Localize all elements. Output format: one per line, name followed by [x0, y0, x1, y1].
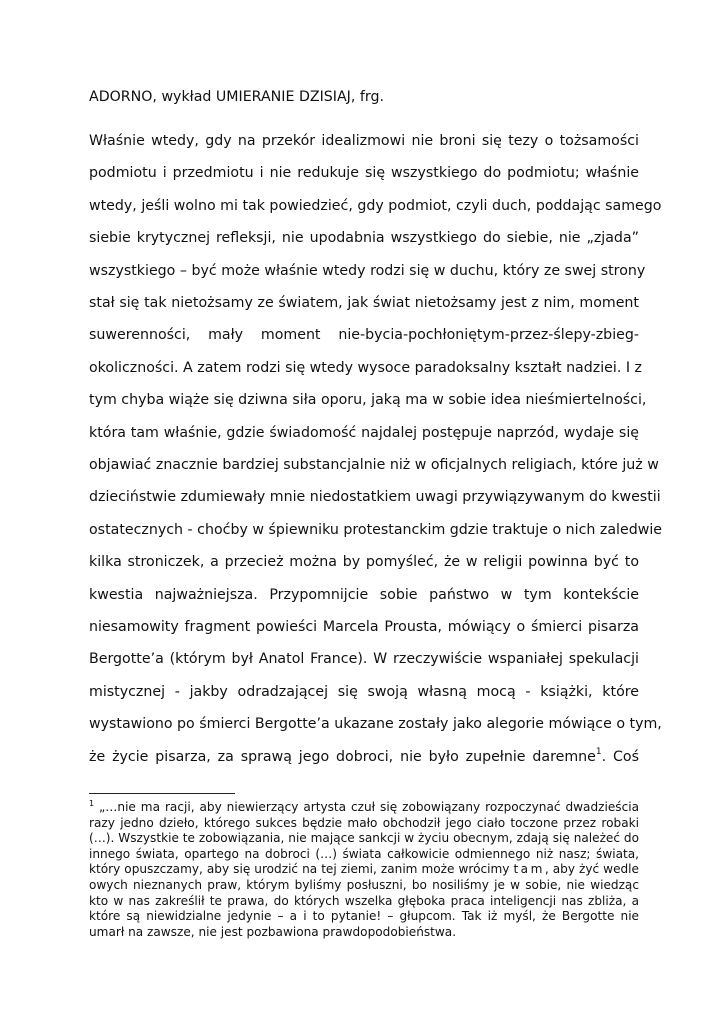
paragraph-line-text: podmiotu i przedmiotu i nie redukuje się wszystkiego do podmiotu; właśnie — [89, 165, 639, 182]
paragraph-line-text: objawiać znacznie bardziej substancjalnie niż w oficjalnych religiach, które już w — [89, 457, 659, 473]
footnote-spaced-word: tam — [513, 862, 545, 877]
paragraph-line — [89, 455, 659, 475]
paragraph-line-text: wystawiono po śmierci Bergotte’a ukazane zostały jako alegorie mówiące o tym, — [89, 716, 662, 733]
paragraph-line — [89, 747, 639, 767]
paragraph-line — [89, 649, 639, 669]
paragraph-line — [89, 261, 646, 281]
document-title: ADORNO, wykład UMIERANIE DZISIAJ, frg. — [89, 89, 384, 105]
paragraph-line — [89, 552, 639, 572]
paragraph-line-text: dzieciństwie zdumiewały mnie niedostatkiem uwagi przywiązywanym do kwestii — [89, 489, 661, 506]
paragraph-line — [89, 487, 661, 507]
paragraph-line — [89, 423, 639, 443]
paragraph-line-text: wtedy, jeśli wolno mi tak powiedzieć, gdy podmiot, czyli duch, poddając samego — [89, 197, 662, 214]
paragraph-line — [89, 293, 639, 313]
paragraph-line — [89, 131, 639, 151]
footnote-mark: 1 — [89, 798, 95, 808]
paragraph-line — [89, 682, 639, 702]
paragraph-line-text: okoliczności. A zatem rodzi się wtedy wysoce paradoksalny kształt nadziei. I z — [89, 359, 642, 376]
footnote-reference[interactable]: 1 — [595, 746, 602, 757]
paragraph-line — [89, 585, 639, 605]
paragraph-line-tail: . Coś — [601, 748, 640, 765]
paragraph-line — [89, 617, 639, 637]
footnote-text-part-1: „…nie ma racji, aby niewierzący artysta czuł się zobowiązany rozpoczynać dwadzieścia razy jedno dzieło, którego sukces będzie mało obchodził jego ciało toczone przez robaki (…). Wszystkie te zobowiązania, nie mające sankcji w życiu obecnym, zdają się należeć do innego świata, opartego na dobroci (…) świata całkowicie odmiennego niż nasz; świata, który opuszczamy, aby się urodzić na tej ziemi, zanim może wrócimy — [89, 800, 639, 877]
paragraph-line-text: mistycznej - jakby odradzającej się swoją własną mocą - książki, które — [89, 683, 639, 700]
footnote-text-part-2: , aby żyć wedle owych nieznanych praw, którym byliśmy posłuszni, bo nosiliśmy je w sobie, nie wiedząc kto w nas zakreślił te prawa, do których wszelka głęboka praca inteligencji nas zbliża, a które są niewidzialne jedynie – a i to pytanie! – głupcom. Tak iż myśl, że Bergotte nie umarł na zawsze, nie jest pozbawiona prawdopodobieństwa. — [89, 862, 639, 939]
paragraph-line-text: Bergotte’a (którym był Anatol France). W rzeczywiście wspaniałej spekulacji — [89, 651, 639, 668]
paragraph-line-text: tym chyba wiąże się dziwna siła oporu, jaką ma w sobie idea nieśmiertelności, — [89, 392, 647, 409]
paragraph-line — [89, 520, 662, 540]
paragraph-line-text: Właśnie wtedy, gdy na przekór idealizmowi nie broni się tezy o tożsamości — [89, 133, 639, 149]
paragraph-line — [89, 163, 639, 183]
paragraph-line-text: wszystkiego – być może właśnie wtedy rodzi się w duchu, który ze swej strony — [89, 262, 646, 279]
footnote-separator — [89, 793, 235, 794]
paragraph-line-text: niesamowity fragment powieści Marcela Prousta, mówiący o śmierci pisarza — [89, 619, 639, 635]
paragraph-line — [89, 325, 639, 345]
paragraph-line-text: która tam właśnie, gdzie świadomość najdalej postępuje naprzód, wydaje się — [89, 424, 639, 441]
footnote — [89, 800, 639, 940]
paragraph-line-text: suwerenności, mały moment nie-bycia-pochłoniętym-przez-ślepy-zbieg- — [89, 327, 639, 344]
paragraph-line — [89, 358, 642, 378]
paragraph-line — [89, 714, 662, 734]
paragraph-line — [89, 390, 647, 410]
paragraph-line-text: kilka stroniczek, a przecież można by pomyśleć, że w religii powinna być to — [89, 554, 639, 571]
paragraph-line-text: kwestia najważniejsza. Przypomnijcie sobie państwo w tym kontekście — [89, 586, 639, 603]
paragraph-line-text: stał się tak nietożsamy ze światem, jak świat nietożsamy jest z nim, moment — [89, 295, 639, 311]
paragraph-line-text: że życie pisarza, za sprawą jego dobroci, nie było zupełnie daremne — [89, 748, 596, 765]
paragraph-line-text: siebie krytycznej refleksji, nie upodabnia wszystkiego do siebie, nie „zjada” — [89, 230, 639, 247]
paragraph-line — [89, 196, 662, 216]
paragraph-line — [89, 228, 639, 248]
paragraph-line-text: ostatecznych - choćby w śpiewniku protestanckim gdzie traktuje o nich zaledwie — [89, 521, 662, 538]
